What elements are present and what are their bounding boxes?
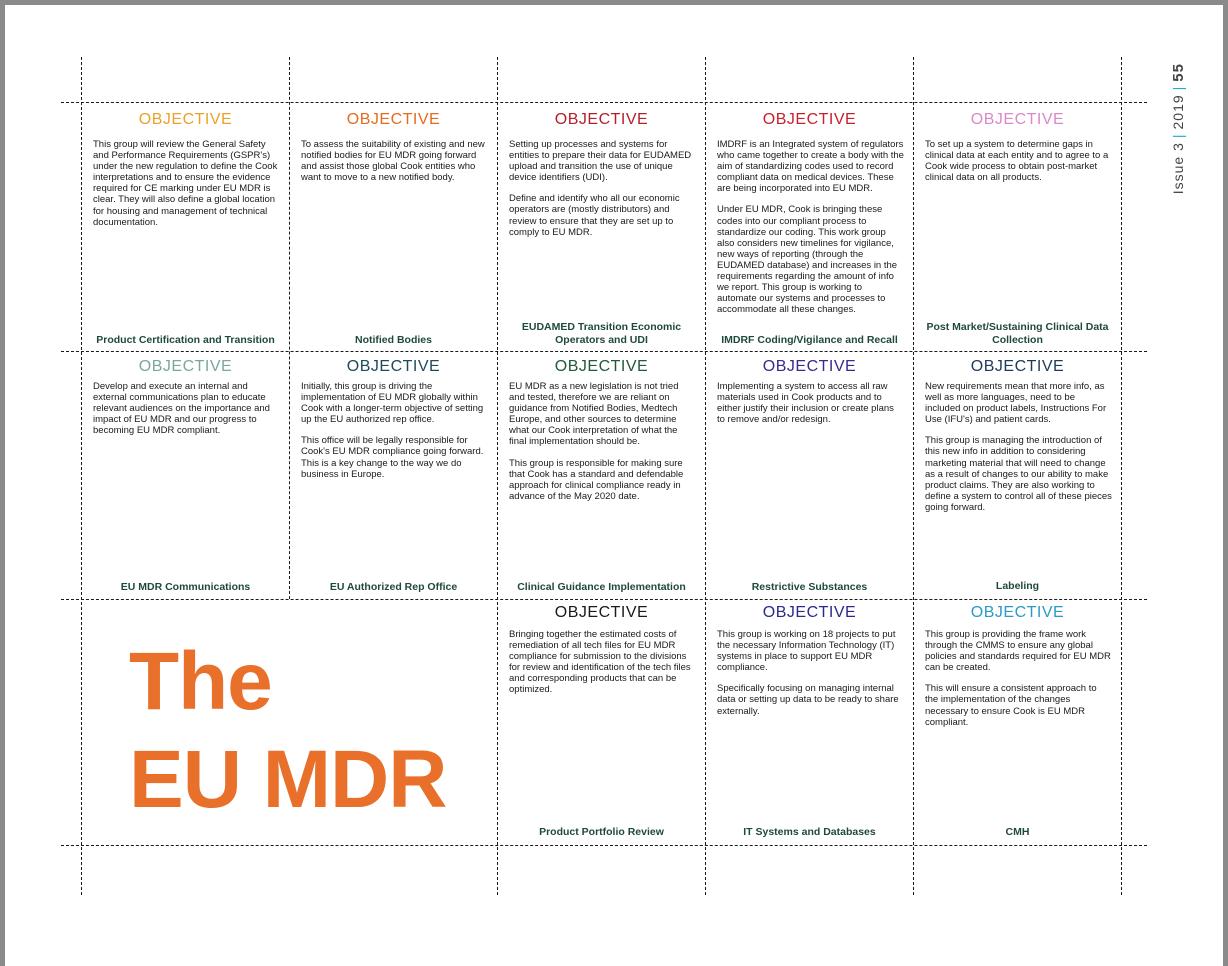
workstream-name: CMH bbox=[1005, 826, 1030, 838]
objective-card bbox=[914, 103, 1121, 351]
workstream-name: EU MDR Communications bbox=[120, 581, 251, 593]
workstream-name: EUDAMED Transition Economic Operators and UDI bbox=[521, 321, 682, 346]
objective-card bbox=[914, 600, 1121, 845]
body-paragraph: This office will be legally responsible for Cook's EU MDR compliance going forward. This is a key change to the way we do business in Europe. bbox=[301, 435, 484, 480]
body-paragraph: EU MDR as a new legislation is not tried and tested, therefore we are reliant on guidance from Notified Bodies, Medtech Europe, and other sources to determine what our Cook interpretation of what the final implementation should be. bbox=[509, 381, 679, 448]
workstream-name: Post Market/Sustaining Clinical Data Collection bbox=[926, 321, 1109, 346]
workstream-name: Labeling bbox=[995, 580, 1040, 592]
objective-heading: OBJECTIVE bbox=[762, 604, 857, 621]
objective-card bbox=[706, 352, 913, 599]
objective-heading: OBJECTIVE bbox=[554, 111, 649, 128]
body-paragraph: This group is providing the frame work through the CMMS to ensure any global policies and standards required for EU MDR can be created. bbox=[925, 629, 1111, 674]
workstream-name: Restrictive Substances bbox=[751, 581, 868, 593]
objective-body bbox=[509, 381, 696, 512]
body-paragraph: Develop and execute an internal and external communications plan to educate relevant audiences on the importance and impact of EU MDR and our progress to becoming EU MDR compliant. bbox=[93, 381, 270, 437]
objective-heading: OBJECTIVE bbox=[762, 358, 857, 375]
workstream-name: EU Authorized Rep Office bbox=[329, 581, 458, 593]
title-line-2: EU MDR bbox=[129, 734, 447, 825]
workstream-name: IT Systems and Databases bbox=[743, 826, 876, 838]
body-paragraph: To assess the suitability of existing and new notified bodies for EU MDR going forward and assist those global Cook entities who want to move to a new notified body. bbox=[301, 139, 485, 184]
objective-heading: OBJECTIVE bbox=[970, 358, 1065, 375]
body-paragraph: To set up a system to determine gaps in clinical data at each entity and to agree to a Cook wide process to obtain post-market clinical data on all products. bbox=[925, 139, 1109, 184]
objective-body bbox=[717, 629, 904, 727]
objective-body bbox=[301, 139, 488, 193]
body-paragraph: This group will review the General Safety and Performance Requirements (GSPR's) under the new regulation to define the Cook interpretations and to ensure the evidence required for CE marking under EU MDR is clear. They will also define a global location for housing and management of technical documentation. bbox=[93, 139, 278, 228]
objective-card bbox=[290, 352, 497, 599]
objective-body bbox=[717, 381, 904, 435]
body-paragraph: This will ensure a consistent approach to the implementation of the changes necessary to ensure Cook is EU MDR compliant. bbox=[925, 683, 1097, 728]
objective-heading: OBJECTIVE bbox=[138, 111, 233, 128]
objective-heading: OBJECTIVE bbox=[346, 111, 441, 128]
article-title bbox=[129, 633, 446, 829]
objective-body bbox=[717, 139, 904, 325]
objective-heading: OBJECTIVE bbox=[554, 604, 649, 621]
objective-card bbox=[498, 352, 705, 599]
grid-line bbox=[61, 845, 1147, 846]
objective-card bbox=[498, 600, 705, 845]
workstream-name: Product Portfolio Review bbox=[539, 826, 664, 838]
issue-label: Issue 3 bbox=[1170, 142, 1186, 195]
body-paragraph: New requirements mean that more info, as well as more languages, need to be included on product labels, Instructions For Use (IFU's) and patient cards. bbox=[925, 381, 1107, 426]
body-paragraph: This group is working on 18 projects to put the necessary Information Technology (IT) systems in place to support EU MDR compliance. bbox=[717, 629, 896, 674]
objective-body bbox=[93, 381, 280, 446]
objective-body bbox=[925, 629, 1112, 738]
body-paragraph: IMDRF is an Integrated system of regulators who came together to create a body with the aim of standardizing codes used to record compliant data on medical devices. These are being incorporated into EU MDR. bbox=[717, 139, 904, 195]
issue-year: 2019 bbox=[1170, 94, 1186, 130]
title-line-1: The bbox=[129, 636, 272, 727]
body-paragraph: Bringing together the estimated costs of remediation of all tech files for EU MDR compliance for submission to the divisions for review and identification of the tech files and corresponding products that can be optimized. bbox=[509, 629, 691, 696]
objective-card bbox=[914, 352, 1121, 599]
page-header bbox=[1167, 63, 1191, 203]
body-paragraph: Under EU MDR, Cook is bringing these codes into our compliant process to standardize our coding. This work group also considers new timelines for vigilance, new ways of reporting (through the EUDAMED database) and increases in the requirements regarding the amount of info we report. This group is working to automate our systems and processes to accommodate all these changes. bbox=[717, 204, 898, 316]
objective-card bbox=[82, 103, 289, 351]
objective-heading: OBJECTIVE bbox=[970, 604, 1065, 621]
objective-card bbox=[290, 103, 497, 351]
objective-body bbox=[925, 139, 1112, 193]
divider-bar: | bbox=[1170, 85, 1186, 91]
magazine-page bbox=[5, 5, 1223, 966]
objective-body bbox=[509, 139, 696, 248]
objective-card bbox=[82, 352, 289, 599]
objective-body bbox=[301, 381, 488, 490]
objective-card bbox=[498, 103, 705, 351]
objective-heading: OBJECTIVE bbox=[554, 358, 649, 375]
body-paragraph: This group is managing the introduction of this new info in addition to considering marketing material that will need to change as a result of changes to our ability to make product claims. They are also working to define a system to control all of these pieces going forward. bbox=[925, 435, 1112, 513]
page-number: 55 bbox=[1170, 63, 1187, 82]
workstream-name: Product Certification and Transition bbox=[96, 334, 275, 346]
objective-heading: OBJECTIVE bbox=[762, 111, 857, 128]
workstream-name: Clinical Guidance Implementation bbox=[517, 581, 686, 593]
objective-heading: OBJECTIVE bbox=[346, 358, 441, 375]
body-paragraph: This group is responsible for making sure that Cook has a standard and defendable approach for clinical compliance ready in advance of the May 2020 date. bbox=[509, 457, 684, 502]
objective-heading: OBJECTIVE bbox=[970, 111, 1065, 128]
objective-body bbox=[509, 629, 696, 706]
objective-heading: OBJECTIVE bbox=[138, 358, 233, 375]
body-paragraph: Implementing a system to access all raw materials used in Cook products and to either justify their inclusion or create plans to remove and/or redesign. bbox=[717, 381, 894, 426]
body-paragraph: Initially, this group is driving the implementation of EU MDR globally within Cook with a longer-term objective of setting up the EU authorized rep office. bbox=[301, 381, 484, 426]
objective-card bbox=[706, 103, 913, 351]
body-paragraph: Specifically focusing on managing internal data or setting up data to be ready to share externally. bbox=[717, 683, 899, 717]
workstream-name: IMDRF Coding/Vigilance and Recall bbox=[721, 334, 898, 346]
body-paragraph: Setting up processes and systems for entities to prepare their data for EUDAMED upload and transition the use of unique device identifiers (UDI). bbox=[509, 139, 692, 184]
divider-bar: | bbox=[1170, 133, 1186, 139]
objective-body bbox=[93, 139, 280, 238]
grid-line bbox=[1121, 57, 1122, 895]
objective-body bbox=[925, 381, 1112, 523]
body-paragraph: Define and identify who all our economic operators are (mostly distributors) and review to ensure that they are set up to comply to EU MDR. bbox=[509, 193, 680, 238]
workstream-name: Notified Bodies bbox=[354, 334, 432, 346]
objective-card bbox=[706, 600, 913, 845]
